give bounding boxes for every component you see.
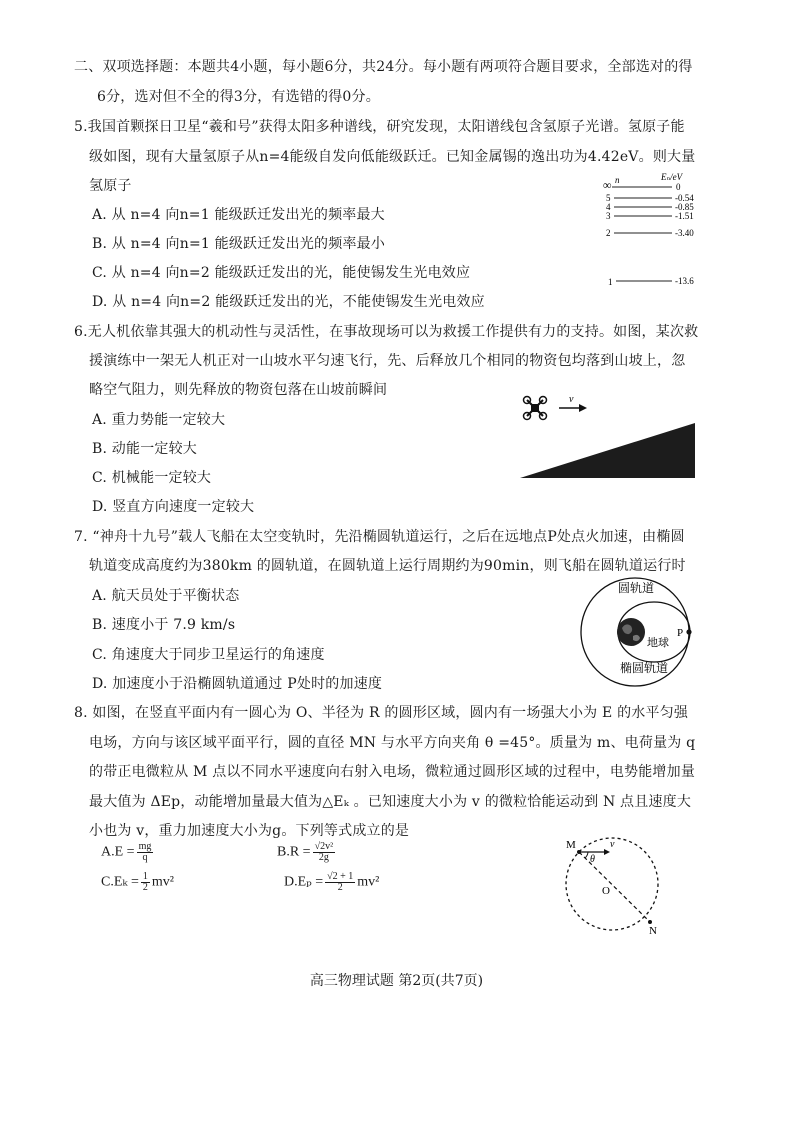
page-footer: 高三物理试题 第2页(共7页): [309, 973, 484, 989]
level-1-energy: -13.6: [675, 276, 694, 286]
q8-stem-5: 小也为 v，重力加速度大小为g。下列等式成立的是: [89, 823, 410, 839]
drone-slope-diagram: [515, 390, 700, 482]
energy-unit-header: Eₙ/eV: [661, 172, 683, 182]
point-n: [648, 920, 652, 924]
earth-label: 地球: [647, 637, 669, 649]
label-n: N: [649, 925, 657, 937]
q8-option-d: D.Eₚ = $\frac{√2 + 1}{2}$ mv²: [284, 871, 380, 893]
velocity-label: v: [569, 394, 574, 405]
q5-stem-3: 氢原子: [89, 178, 132, 194]
q7-option-a: A. 航天员处于平衡状态: [92, 588, 240, 604]
label-v: v: [610, 839, 615, 850]
q8-stem-3: 的带正电微粒从 M 点以不同水平速度向右射入电场，微粒通过圆形区域的过程中，电势能增加量: [89, 764, 696, 780]
level-3-energy: -1.51: [675, 211, 694, 221]
point-m: [577, 850, 581, 854]
q5-stem-1: 5.我国首颗探日卫星“羲和号”获得太阳多种谱线，研究发现，太阳谱线包含氢原子光谱。氢原子能: [74, 119, 685, 135]
q5-stem-2: 级如图，现有大量氢原子从n=4能级自发向低能级跃迁。已知金属锡的逸出功为4.42eV。则大量: [89, 149, 696, 165]
velocity-arrowhead: [579, 404, 587, 412]
level-2-n: 2: [606, 228, 611, 238]
elliptical-orbit-label: 椭圆轨道: [620, 661, 669, 675]
circular-orbit-label: 圆轨道: [618, 581, 655, 595]
q6-stem-2: 援演练中一架无人机正对一山坡水平匀速飞行，先、后释放几个相同的物资包均落到山坡上，忽: [89, 353, 686, 369]
level-4-energy: -0.85: [675, 202, 694, 212]
q5-option-a: A. 从 n=4 向n=1 能级跃迁发出光的频率最大: [92, 207, 385, 223]
section-title: 二、双项选择题：本题共4小题，每小题6分，共24分。每小题有两项符合题目要求，全部选对的得: [74, 59, 693, 75]
level-top-energy: 0: [676, 182, 681, 192]
theta-arc: [585, 852, 588, 858]
q8-option-b: B.R = $\frac{\text{√2v²}}{2g}$: [277, 841, 334, 863]
level-5-energy: -0.54: [675, 193, 694, 203]
q7-option-b: B. 速度小于 7.9 km/s: [92, 617, 236, 633]
q6-stem-3: 略空气阻力，则先释放的物资包落在山坡前瞬间: [89, 382, 388, 398]
q5-option-b: B. 从 n=4 向n=1 能级跃迁发出光的频率最小: [92, 236, 386, 252]
q7-stem-2: 轨道变成高度约为380km 的圆轨道，在圆轨道上运行周期约为90min，则飞船在圆轨道运行时: [89, 558, 686, 574]
q7-option-c: C. 角速度大于同步卫星运行的角速度: [92, 647, 325, 663]
q7-stem-1: 7. “神舟十九号”载人飞船在太空变轨时，先沿椭圆轨道运行，之后在远地点P处点火加速，由椭圆: [74, 529, 685, 545]
level-3-n: 3: [606, 211, 611, 221]
hill-slope: [520, 423, 695, 478]
orbit-diagram: [578, 570, 698, 694]
q6-option-c: C. 机械能一定较大: [92, 470, 212, 486]
section-instructions: 6分，选对但不全的得3分，有选错的得0分。: [97, 89, 380, 105]
drone-icon: [524, 397, 547, 420]
q8-option-c: C.Eₖ = $\frac{1}{2}$ mv²: [101, 871, 174, 893]
label-theta: θ: [590, 854, 595, 865]
q8-stem-4: 最大值为 ΔEp，动能增加量最大值为△Eₖ 。已知速度大小为 v 的微粒恰能运动到 N 点且速度大: [89, 794, 692, 810]
label-m: M: [566, 839, 576, 851]
q6-option-b: B. 动能一定较大: [92, 441, 197, 457]
level-1-n: 1: [608, 277, 613, 287]
q7-option-d: D. 加速度小于沿椭圆轨道通过 P处时的加速度: [92, 676, 383, 692]
q8-option-a: A.E = $\frac{mg}{q}$: [101, 841, 152, 863]
circle-field-diagram: [560, 828, 680, 938]
label-o: O: [602, 885, 610, 897]
q5-option-c: C. 从 n=4 向n=2 能级跃迁发出的光，能使锡发生光电效应: [92, 265, 471, 281]
point-p: [686, 629, 691, 634]
q8-stem-1: 8. 如图，在竖直平面内有一圆心为 O、半径为 R 的圆形区域，圆内有一场强大小为 E 的水平匀强: [74, 705, 689, 721]
n-header: n: [615, 175, 620, 185]
level-5-n: 5: [606, 193, 611, 203]
q5-option-d: D. 从 n=4 向n=2 能级跃迁发出的光，不能使锡发生光电效应: [92, 294, 485, 310]
q6-stem-1: 6.无人机依靠其强大的机动性与灵活性，在事故现场可以为救援工作提供有力的支持。如图，某次救: [74, 324, 699, 340]
energy-level-diagram: [598, 168, 708, 293]
level-2-energy: -3.40: [675, 228, 694, 238]
infinity-label: ∞: [603, 178, 612, 192]
q6-option-d: D. 竖直方向速度一定较大: [92, 499, 255, 515]
level-4-n: 4: [606, 202, 611, 212]
q6-option-a: A. 重力势能一定较大: [92, 412, 226, 428]
q8-stem-2: 电场，方向与该区域平面平行，圆的直径 MN 与水平方向夹角 θ =45°。质量为 m、电荷量为 q: [89, 735, 696, 751]
point-p-label: P: [677, 627, 684, 639]
